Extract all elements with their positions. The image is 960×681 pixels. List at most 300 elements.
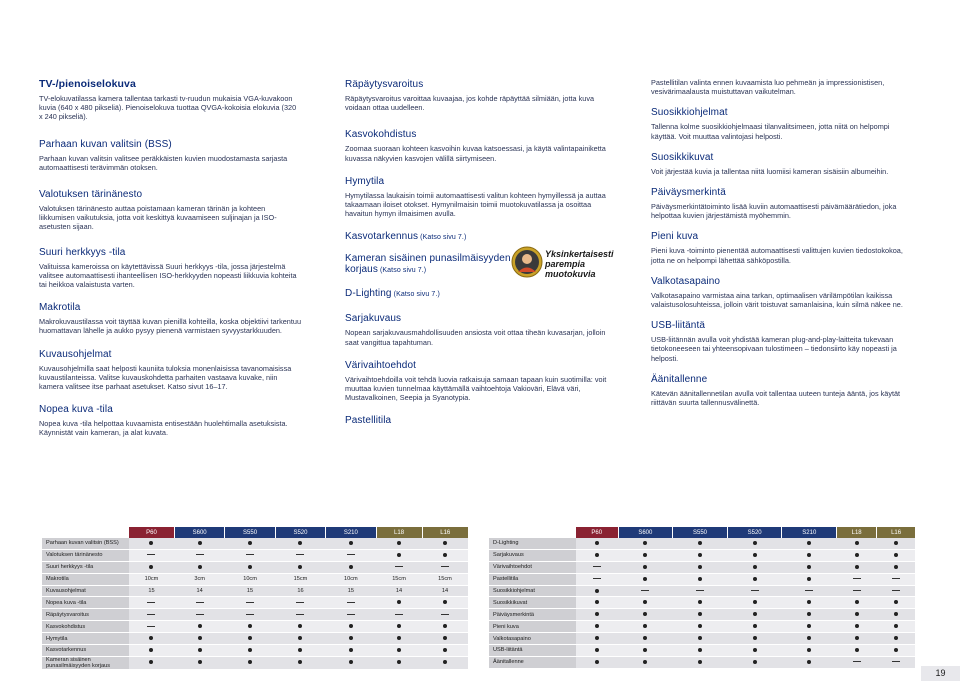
cell-value: 10cm — [129, 573, 175, 585]
row-label: Räpäytysvaroitus — [42, 609, 129, 621]
feature-unavailable-dash — [576, 573, 619, 585]
feature-available-dot — [275, 645, 325, 657]
section-heading: Kuvausohjelmat — [39, 348, 112, 360]
feature-unavailable-dash — [837, 656, 877, 668]
feature-available-dot — [877, 621, 915, 633]
page-number-box — [921, 666, 960, 681]
section-heading: Suosikkiohjelmat — [651, 107, 728, 119]
dash-icon — [805, 590, 813, 591]
feature-available-dot — [618, 645, 673, 657]
cell-value: 15 — [225, 585, 275, 597]
section-text: Värivaihtoehdoilla voit tehdä luovia ratkaisuja samaan tapaan kuin suotimilla: voit muuttaa kuvien tunnelmaa käyttämällä vaihtoehtoja Vakioväri, Elävä väri, Mustavalkoinen, Seepia ja Syanotypia. — [345, 374, 607, 403]
cell-value: 15cm — [422, 573, 468, 585]
row-label: USB-liitäntä — [489, 645, 576, 657]
feature-unavailable-dash — [225, 597, 275, 609]
feature-unavailable-dash — [837, 585, 877, 597]
feature-available-dot — [422, 621, 468, 633]
dot-icon — [753, 577, 757, 581]
dash-icon — [853, 590, 861, 591]
row-label: Parhaan kuvan valitsin (BSS) — [42, 538, 129, 549]
dash-icon — [147, 602, 155, 603]
feature-available-dot — [275, 656, 325, 669]
dot-icon — [807, 553, 811, 557]
feature-available-dot — [727, 645, 782, 657]
feature-available-dot — [727, 621, 782, 633]
dot-icon — [298, 660, 302, 664]
dash-icon — [147, 626, 155, 627]
feature-available-dot — [129, 645, 175, 657]
feature-available-dot — [376, 656, 422, 669]
section-heading: Räpäytysvaroitus — [345, 79, 424, 90]
dot-icon — [894, 624, 898, 628]
page-reference: (Katso sivu 7.) — [377, 267, 427, 275]
dot-icon — [149, 565, 153, 569]
feature-unavailable-dash — [877, 585, 915, 597]
punasilma-title: Kameran sisäinen punasilmäisyyden — [345, 253, 511, 265]
column-header: S520 — [727, 527, 782, 538]
feature-available-dot — [225, 561, 275, 573]
dot-icon — [643, 577, 647, 581]
column-middle — [345, 78, 614, 430]
dash-icon — [296, 602, 304, 603]
cell-value: 15 — [129, 585, 175, 597]
section-heading: Äänitallenne — [651, 373, 708, 385]
dot-icon — [595, 553, 599, 557]
cell-value: 15 — [326, 585, 376, 597]
cell-value: 10cm — [225, 573, 275, 585]
column-header: L18 — [837, 527, 877, 538]
column-header: S210 — [326, 527, 376, 538]
feature-available-dot — [174, 561, 224, 573]
dot-icon — [397, 553, 401, 557]
dot-icon — [753, 648, 757, 652]
row-label: Kasvotarkennus — [42, 645, 129, 657]
column-header: L16 — [422, 527, 468, 538]
dot-icon — [753, 565, 757, 569]
feature-available-dot — [576, 633, 619, 645]
table-row — [42, 597, 468, 609]
feature-unavailable-dash — [673, 585, 728, 597]
cell-value: 10cm — [326, 573, 376, 585]
feature-available-dot — [576, 597, 619, 609]
dot-icon — [698, 541, 702, 545]
dot-icon — [397, 624, 401, 628]
dash-icon — [751, 590, 759, 591]
dot-icon — [643, 565, 647, 569]
dot-icon — [349, 541, 353, 545]
dot-icon — [443, 600, 447, 604]
feature-available-dot — [727, 549, 782, 561]
dot-icon — [855, 600, 859, 604]
dot-icon — [198, 648, 202, 652]
feature-available-dot — [727, 656, 782, 668]
dot-icon — [198, 624, 202, 628]
dash-icon — [395, 614, 403, 615]
section-heading: Pieni kuva — [651, 231, 699, 243]
feature-available-dot — [225, 633, 275, 645]
dot-icon — [855, 541, 859, 545]
punasilma-title-2: korjaus — [345, 264, 378, 276]
section-heading: Kasvokohdistus — [345, 129, 417, 141]
column-header: S600 — [174, 527, 224, 538]
row-label: Kuvausohjelmat — [42, 585, 129, 597]
dot-icon — [248, 648, 252, 652]
section-text: Kätevän äänitallennetilan avulla voit tallentaa uuteen tunteja ääntä, jos käytät riittävän suurta tallennusvälinettä. — [651, 388, 901, 408]
dot-icon — [698, 636, 702, 640]
feature-available-dot — [673, 621, 728, 633]
dash-icon — [441, 566, 449, 567]
feature-available-dot — [782, 561, 837, 573]
section-heading: Suosikkikuvat — [651, 151, 714, 163]
table-row — [42, 538, 468, 549]
dot-icon — [443, 553, 447, 557]
dot-icon — [397, 660, 401, 664]
feature-available-dot — [174, 656, 224, 669]
column-header: S520 — [275, 527, 325, 538]
table-row — [489, 561, 915, 573]
feature-available-dot — [225, 621, 275, 633]
feature-available-dot — [576, 585, 619, 597]
feature-available-dot — [618, 561, 673, 573]
feature-unavailable-dash — [837, 573, 877, 585]
dot-icon — [807, 577, 811, 581]
section-heading: Päiväysmerkintä — [651, 187, 726, 199]
dot-icon — [248, 541, 252, 545]
row-label: Värivaihtoehdot — [489, 561, 576, 573]
feature-unavailable-dash — [174, 597, 224, 609]
table-row — [42, 656, 468, 669]
feature-unavailable-dash — [129, 597, 175, 609]
feature-available-dot — [576, 609, 619, 621]
dot-icon — [595, 589, 599, 593]
row-label: Hymytila — [42, 633, 129, 645]
portrait-badge-icon — [511, 246, 543, 278]
section-text: Zoomaa suoraan kohteen kasvoihin kuvaa katsoessasi, ja käytä valintapainiketta kuvassa näkyvien kasvojen välillä siirtymiseen. — [345, 144, 606, 163]
section-text: Päiväysmerkintätoiminto lisää kuviin automaattisesti päivämäärätiedon, joka helpottaa kuvien järjestämistä myöhemmin. — [651, 202, 897, 221]
dot-icon — [855, 624, 859, 628]
dash-icon — [441, 614, 449, 615]
table-header-row — [489, 527, 915, 538]
feature-available-dot — [877, 633, 915, 645]
feature-available-dot — [275, 621, 325, 633]
feature-available-dot — [673, 573, 728, 585]
feature-available-dot — [618, 549, 673, 561]
feature-available-dot — [782, 538, 837, 549]
feature-available-dot — [225, 645, 275, 657]
feature-available-dot — [422, 645, 468, 657]
feature-available-dot — [326, 538, 376, 549]
feature-available-dot — [673, 656, 728, 668]
dot-icon — [298, 541, 302, 545]
dot-icon — [894, 600, 898, 604]
row-label: D-Lighting — [489, 538, 576, 549]
dot-icon — [807, 636, 811, 640]
feature-available-dot — [837, 609, 877, 621]
table-row — [42, 645, 468, 657]
dot-icon — [349, 565, 353, 569]
section-heading — [345, 287, 608, 301]
dot-icon — [198, 636, 202, 640]
table-row — [489, 585, 915, 597]
dot-icon — [349, 624, 353, 628]
dot-icon — [397, 636, 401, 640]
cell-value: 3cm — [174, 573, 224, 585]
dot-icon — [443, 660, 447, 664]
section-heading: Värivaihtoehdot — [345, 359, 416, 371]
dot-icon — [698, 612, 702, 616]
feature-available-dot — [618, 621, 673, 633]
dot-icon — [698, 624, 702, 628]
dash-icon — [347, 602, 355, 603]
dot-icon — [894, 612, 898, 616]
dash-icon — [892, 661, 900, 662]
feature-unavailable-dash — [422, 561, 468, 573]
dot-icon — [643, 553, 647, 557]
dot-icon — [894, 636, 898, 640]
dot-icon — [349, 636, 353, 640]
section-heading: Hymytila — [345, 175, 385, 187]
row-label: Äänitallenne — [489, 656, 576, 668]
dot-icon — [698, 660, 702, 664]
comparison-table-left — [42, 527, 468, 670]
dot-icon — [248, 660, 252, 664]
feature-available-dot — [877, 549, 915, 561]
dash-icon — [853, 578, 861, 579]
dot-icon — [443, 541, 447, 545]
feature-unavailable-dash — [275, 609, 325, 621]
section-text: TV-elokuvatilassa kamera tallentaa tarkasti tv-ruudun mukaisia VGA-kuvakoon kuvia (640 x 480 pikseliä). Pienoiselokuva tuottaa QVGA-kokoisia elokuvia (320 x 240 pikseliä). — [39, 94, 297, 122]
header-spacer — [489, 527, 576, 538]
dot-icon — [807, 660, 811, 664]
dot-icon — [149, 648, 153, 652]
table-row — [489, 656, 915, 668]
feature-available-dot — [174, 538, 224, 549]
row-label: Nopea kuva -tila — [42, 597, 129, 609]
dot-icon — [643, 648, 647, 652]
dot-icon — [397, 600, 401, 604]
page-reference: (Katso sivu 7.) — [418, 234, 467, 242]
row-label: Makrotila — [42, 573, 129, 585]
feature-available-dot — [376, 538, 422, 549]
dot-icon — [894, 648, 898, 652]
feature-available-dot — [727, 538, 782, 549]
feature-available-dot — [837, 621, 877, 633]
section-heading — [345, 230, 608, 244]
feature-available-dot — [782, 597, 837, 609]
feature-unavailable-dash — [225, 549, 275, 561]
feature-available-dot — [129, 561, 175, 573]
highlight-line: parempia — [545, 259, 586, 269]
feature-unavailable-dash — [174, 549, 224, 561]
dot-icon — [397, 648, 401, 652]
table-row — [42, 549, 468, 561]
column-header: P60 — [129, 527, 175, 538]
feature-available-dot — [673, 597, 728, 609]
row-label: Sarjakuvaus — [489, 549, 576, 561]
dash-icon — [246, 554, 254, 555]
dot-icon — [643, 660, 647, 664]
feature-unavailable-dash — [727, 585, 782, 597]
column-header: S210 — [782, 527, 837, 538]
feature-available-dot — [376, 549, 422, 561]
section-text: Makrokuvaustilassa voit täyttää kuvan pienillä kohteilla, koska objektiivi tarkentuu huomattavan lähelle ja aukko pysyy pienenä varmistaen syvyystarkkuuden. — [39, 317, 302, 336]
feature-available-dot — [326, 656, 376, 669]
cell-value: 16 — [275, 585, 325, 597]
section-text: Pastellitilan valinta ennen kuvaamista luo pehmeän ja impressionistisen, vesivärimaalausta muistuttavan vaikutelman. — [651, 78, 885, 97]
feature-available-dot — [727, 561, 782, 573]
dot-icon — [698, 553, 702, 557]
dash-icon — [696, 590, 704, 591]
table-row — [489, 645, 915, 657]
feature-available-dot — [782, 645, 837, 657]
section-heading: Parhaan kuvan valitsin (BSS) — [39, 138, 172, 150]
row-label: Suosikkiohjelmat — [489, 585, 576, 597]
feature-available-dot — [174, 645, 224, 657]
dash-icon — [196, 614, 204, 615]
section-heading: USB-liitäntä — [651, 320, 705, 332]
row-label: Valkotasapaino — [489, 633, 576, 645]
dash-icon — [196, 602, 204, 603]
section-text: Kuvausohjelmilla saat helposti kauniita tuloksia monenlaisissa tavanomaisissa kuvaustilanteissa. Valitse kuvauskohdetta parhaiten vastaava kuvake, niin kamera valitsee itse parhaat asetukset. Katso sivut 16–17. — [39, 363, 292, 392]
row-label: Suosikkikuvat — [489, 597, 576, 609]
dot-icon — [698, 577, 702, 581]
feature-available-dot — [422, 656, 468, 669]
feature-available-dot — [422, 549, 468, 561]
dot-icon — [248, 565, 252, 569]
feature-available-dot — [782, 573, 837, 585]
feature-available-dot — [673, 538, 728, 549]
feature-available-dot — [275, 633, 325, 645]
dot-icon — [198, 565, 202, 569]
dash-icon — [593, 566, 601, 567]
feature-available-dot — [618, 597, 673, 609]
dot-icon — [643, 636, 647, 640]
dot-icon — [855, 636, 859, 640]
dot-icon — [698, 648, 702, 652]
feature-unavailable-dash — [326, 609, 376, 621]
feature-unavailable-dash — [376, 609, 422, 621]
table-row — [489, 538, 915, 549]
feature-available-dot — [877, 561, 915, 573]
feature-unavailable-dash — [877, 573, 915, 585]
dot-icon — [807, 648, 811, 652]
feature-available-dot — [576, 538, 619, 549]
dlighting-title: D-Lighting — [345, 288, 392, 300]
dot-icon — [198, 660, 202, 664]
feature-available-dot — [782, 633, 837, 645]
feature-available-dot — [376, 597, 422, 609]
feature-available-dot — [877, 597, 915, 609]
section-text: Hymytilassa laukaisin toimii automaattisesti valitun kohteen hymyillessä ja auttaa takaamaan iloiset otokset. Hymynilmaisin toimii muotokuvatilassa ja osoittaa havaitun hymyn ilmaisimen avulla. — [345, 190, 606, 219]
feature-available-dot — [326, 633, 376, 645]
column-header: S550 — [673, 527, 728, 538]
feature-unavailable-dash — [618, 585, 673, 597]
feature-available-dot — [376, 633, 422, 645]
table-header-row — [42, 527, 468, 538]
feature-available-dot — [877, 609, 915, 621]
dash-icon — [395, 566, 403, 567]
highlight-line: muotokuvia — [545, 269, 596, 279]
dot-icon — [807, 624, 811, 628]
cell-value: 14 — [422, 585, 468, 597]
dot-icon — [753, 600, 757, 604]
dot-icon — [595, 612, 599, 616]
dot-icon — [198, 541, 202, 545]
feature-unavailable-dash — [326, 549, 376, 561]
feature-unavailable-dash — [225, 609, 275, 621]
highlight-line: Yksinkertaisesti — [545, 249, 614, 259]
dot-icon — [807, 612, 811, 616]
feature-unavailable-dash — [275, 597, 325, 609]
feature-available-dot — [376, 621, 422, 633]
feature-available-dot — [618, 633, 673, 645]
feature-available-dot — [727, 597, 782, 609]
feature-available-dot — [326, 621, 376, 633]
page-reference: (Katso sivu 7.) — [391, 291, 440, 299]
feature-unavailable-dash — [422, 609, 468, 621]
dash-icon — [892, 578, 900, 579]
feature-available-dot — [727, 609, 782, 621]
feature-available-dot — [576, 549, 619, 561]
dot-icon — [855, 565, 859, 569]
dot-icon — [349, 660, 353, 664]
dash-icon — [347, 554, 355, 555]
section-text: Valkotasapaino varmistaa aina tarkan, optimaalisen värilämpötilan kaikissa valaistusolosuhteissa, jolloin värit toistuvat samanlaisina, kuin silmä näkee ne. — [651, 290, 903, 310]
section-text: USB-liitännän avulla voit yhdistää kameran plug-and-play-laitteita tukevaan tietokoneeseen tai yhteensopivaan tulostimeen – tiedonsiirto käy nopeasti ja helposti. — [651, 335, 897, 363]
cell-value: 14 — [174, 585, 224, 597]
feature-available-dot — [837, 645, 877, 657]
section-text: Nopea kuva -tila helpottaa kuvaamista entisestään huolehtimalla asetuksista. Käynnistät vain kameran, ja alat kuvata. — [39, 419, 288, 438]
section-heading: Valkotasapaino — [651, 275, 721, 287]
table-row — [42, 633, 468, 645]
row-label: Pieni kuva — [489, 621, 576, 633]
row-label: Valotuksen tärinänesto — [42, 549, 129, 561]
feature-unavailable-dash — [782, 585, 837, 597]
feature-available-dot — [275, 561, 325, 573]
dash-icon — [593, 578, 601, 579]
section-text: Nopean sarjakuvausmahdollisuuden ansiosta voit ottaa tiheän kuvasarjan, jolloin saat vangittua tapahtuman. — [345, 328, 606, 347]
dot-icon — [807, 600, 811, 604]
dot-icon — [149, 636, 153, 640]
feature-available-dot — [727, 573, 782, 585]
row-label: Pastellitila — [489, 573, 576, 585]
highlight-text — [545, 249, 614, 279]
feature-available-dot — [576, 645, 619, 657]
dot-icon — [595, 541, 599, 545]
feature-available-dot — [782, 549, 837, 561]
dot-icon — [298, 636, 302, 640]
dash-icon — [296, 554, 304, 555]
dot-icon — [248, 636, 252, 640]
dash-icon — [892, 590, 900, 591]
cell-value: 14 — [376, 585, 422, 597]
feature-available-dot — [673, 549, 728, 561]
table-row — [42, 621, 468, 633]
section-text: Räpäytysvaroitus varoittaa kuvaajaa, jos kohde räpäyttää silmiään, jotta kuva voidaan ottaa uudelleen. — [345, 94, 595, 113]
feature-available-dot — [877, 538, 915, 549]
column-header: L18 — [376, 527, 422, 538]
feature-unavailable-dash — [129, 621, 175, 633]
feature-available-dot — [673, 561, 728, 573]
dot-icon — [595, 600, 599, 604]
feature-available-dot — [782, 609, 837, 621]
dot-icon — [807, 565, 811, 569]
feature-available-dot — [782, 656, 837, 668]
dot-icon — [397, 541, 401, 545]
dot-icon — [698, 600, 702, 604]
column-header: S600 — [618, 527, 673, 538]
row-label: Kameran sisäinen punasilmäisyyden korjaus — [42, 656, 129, 669]
